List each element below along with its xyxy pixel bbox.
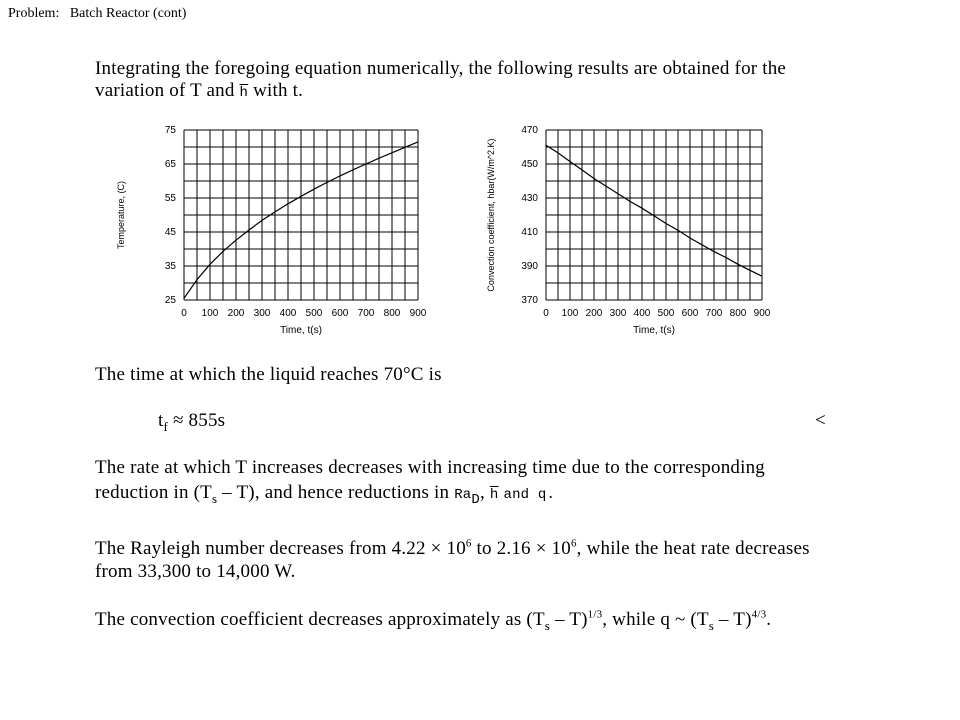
exp-2: 6 [570, 537, 577, 550]
intro-line-1: Integrating the foregoing equation numerically, the following results are obtained for the [95, 58, 787, 79]
y-tick-label: 430 [521, 193, 538, 204]
convection-coefficient-chart [478, 118, 788, 348]
answer-mark: < [815, 410, 826, 431]
y-tick-label: 35 [164, 261, 176, 272]
y-tick-label: 25 [164, 295, 176, 306]
y-axis-label: Temperature, (C) [116, 180, 126, 250]
y-tick-label: 55 [164, 193, 176, 204]
x-tick-label: 700 [705, 308, 723, 319]
conv-text: The convection coefficient decreases approximately as (T [95, 609, 545, 630]
rayleigh-text: The Rayleigh number decreases from 4.22 × 10 [95, 538, 466, 559]
x-tick-label: 800 [729, 308, 747, 319]
conv-exp1: 1/3 [587, 608, 603, 621]
tf-equation [158, 410, 225, 432]
x-axis-label: Time, t(s) [633, 325, 675, 336]
x-tick-label: 700 [357, 308, 375, 319]
conv-exp2: 4/3 [751, 608, 767, 621]
rayleigh-subscript: D [471, 491, 480, 508]
rate-text-mid: – T), and hence reductions in [217, 482, 455, 503]
ts-subscript: s [211, 490, 218, 506]
conv-s2: s [708, 617, 715, 633]
x-tick-label: 0 [543, 308, 549, 319]
x-tick-label: 200 [227, 308, 245, 319]
comma: , [480, 482, 485, 503]
conv-s1: s [544, 617, 551, 633]
h-bar-symbol-2: $\overline{h}$ [489, 487, 499, 503]
conv-post: . [766, 609, 772, 630]
rate-line-2 [95, 482, 556, 508]
rayleigh-post: , while the heat rate decreases [576, 538, 810, 559]
intro-text: variation of T and [95, 80, 235, 101]
temperature-chart [100, 118, 440, 348]
conv-mid1: – T) [550, 609, 588, 630]
y-tick-label: 410 [521, 227, 538, 238]
x-tick-label: 400 [279, 308, 297, 319]
tf-subscript: f [163, 418, 169, 434]
rate-text: reduction in (T [95, 482, 212, 503]
intro-line-2 [95, 80, 303, 102]
rayleigh-mid: to 2.16 × 10 [471, 538, 571, 559]
x-tick-label: 800 [383, 308, 401, 319]
x-tick-label: 600 [681, 308, 699, 319]
rayleigh-line-1 [95, 538, 810, 560]
y-tick-label: 45 [164, 227, 176, 238]
x-tick-label: 200 [585, 308, 603, 319]
y-tick-label: 470 [521, 125, 538, 136]
x-tick-label: 900 [409, 308, 427, 319]
conv-mid2: , while q ~ (T [602, 609, 709, 630]
exp-1: 6 [465, 537, 472, 550]
x-tick-label: 900 [753, 308, 771, 319]
rayleigh-line-2: from 33,300 to 14,000 W. [95, 561, 296, 582]
rate-line-1: The rate at which T increases decreases with increasing time due to the corresponding [95, 457, 765, 478]
y-axis-label: Convection coefficient, hbar(W/m^2.K) [486, 138, 496, 292]
y-tick-label: 65 [164, 159, 176, 170]
problem-title: Batch Reactor (cont) [69, 6, 187, 21]
rayleigh-symbol: Ra [454, 487, 472, 503]
h-bar-symbol: $\overline{h}$ [239, 85, 249, 101]
y-tick-label: 450 [521, 159, 538, 170]
y-tick-label: 370 [521, 295, 538, 306]
x-tick-label: 400 [633, 308, 651, 319]
x-tick-label: 300 [609, 308, 627, 319]
x-tick-label: 0 [181, 308, 187, 319]
x-tick-label: 500 [657, 308, 675, 319]
convection-line [95, 609, 771, 631]
problem-label: Problem: [8, 6, 60, 21]
x-tick-label: 600 [331, 308, 349, 319]
x-axis-label: Time, t(s) [280, 325, 322, 336]
conv-mid3: – T) [714, 609, 752, 630]
x-tick-label: 100 [201, 308, 219, 319]
y-tick-label: 75 [164, 125, 176, 136]
liquid-statement: The time at which the liquid reaches 70°C is [95, 364, 442, 385]
x-tick-label: 500 [305, 308, 323, 319]
tf-value: ≈ 855s [172, 410, 226, 431]
y-tick-label: 390 [521, 261, 538, 272]
problem-header [8, 6, 186, 22]
and-q: and q. [503, 487, 556, 503]
intro-text-end: with t. [253, 80, 304, 101]
tf-symbol: t [158, 410, 164, 431]
x-tick-label: 300 [253, 308, 271, 319]
x-tick-label: 100 [561, 308, 579, 319]
